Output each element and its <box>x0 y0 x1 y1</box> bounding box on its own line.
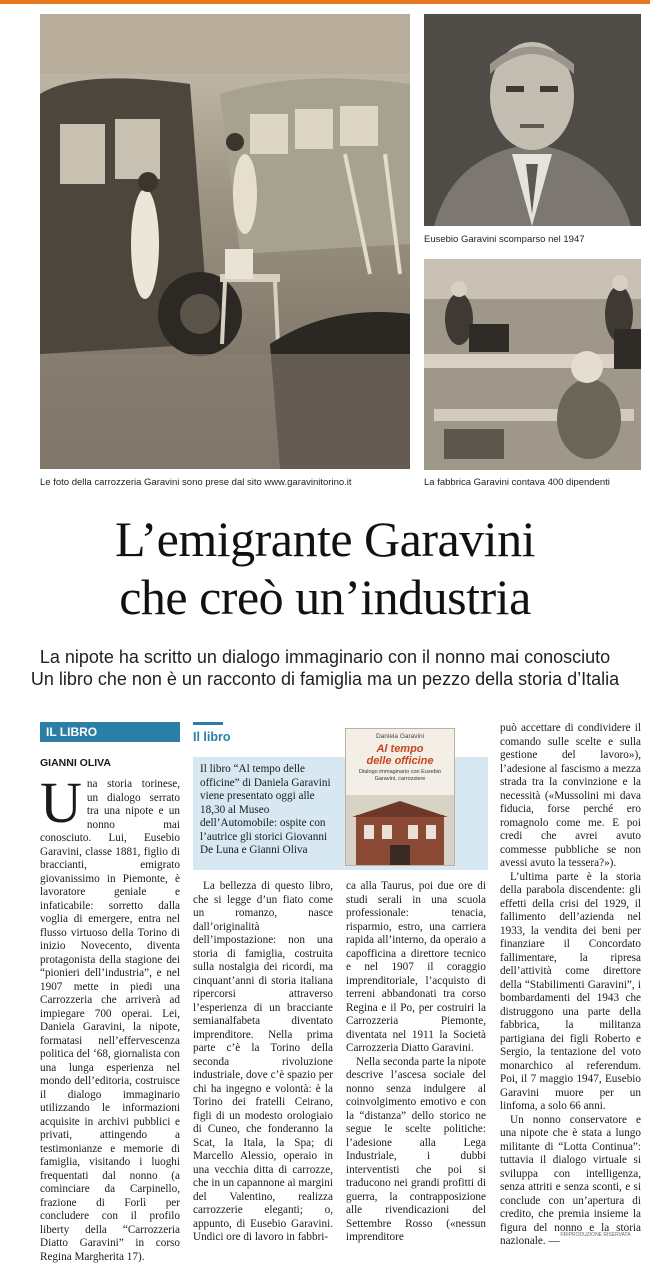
col4-paragraph-2: L’ultima parte è la storia della parabola discendente: gli effetti della crisi del 1929, il fallimento dell’azienda nel 1933, la vendita dei beni per finanziare il Concordato fallimentare, la ripresa dell’attività come direttore della “Stabilimenti Garavini”, i bombardamenti del 1943 che distruggono una parte della fabbrica, la militanza partigiana dei figli Roberto e Sergio, la tentazione del voto monarchico al referendum. Poi, il 7 maggio 1947, Eusebio Garavini muore per un linfoma, a solo 66 anni. <box>500 870 641 1112</box>
subheadline-line-2: Un libro che non è un racconto di famiglia ma un pezzo della storia d’Italia <box>30 669 620 689</box>
portrait-caption: Eusebio Garavini scomparso nel 1947 <box>424 234 585 245</box>
workshop-photo <box>40 14 410 469</box>
col3-paragraph-1: ca alla Taurus, poi due ore di studi serali in una scuola professionale: tenacia, risparmio, estro, una carriera rapida all’interno, da operaio a capofficina a direttore tecnico e nel 1907 il coraggio imprenditoriale, l’acquisto di terreni abbandonati tra corso Regina e il Po, per costruiri la Carrozzeria Piemonte, diventata nel 1911 la Società Carrozzeria Diatto Garavini. <box>346 880 486 1054</box>
portrait-photo <box>424 14 641 226</box>
dropcap-letter: U <box>40 770 82 835</box>
factory-caption: La fabbrica Garavini contava 400 dipendenti <box>424 477 610 488</box>
section-label: IL LIBRO <box>46 725 98 739</box>
book-cover-subtitle: Dialogo immaginario con Eusebio Garavini, carrozziere <box>359 769 441 782</box>
headline-line-1: L’emigrante Garavini <box>115 511 535 567</box>
book-info-text: Il libro “Al tempo delle officine” di Daniela Garavini viene presentato oggi alle 18,30 al Museo dell’Automobile: ospite con l’autrice gli storici Giovanni De Luna e Gianni Oliva <box>200 763 331 856</box>
book-cover-title-1: Al tempo <box>376 743 424 755</box>
book-cover-building-illustration <box>346 795 454 865</box>
box-label: Il libro <box>193 730 231 744</box>
book-cover <box>345 728 455 866</box>
main-photo-caption: Le foto della carrozzeria Garavini sono prese dal sito www.garavinitorino.it <box>40 477 352 488</box>
book-cover-title-2: delle officine <box>366 755 434 767</box>
workshop-photo-illustration <box>40 14 410 469</box>
col1-paragraph-1: na storia torinese, un dialogo serrato tra una nipote e un nonno mai conosciuto. Lui, Eusebio Garavini, classe 1881, figlio di braccianti, emigrato giovanissimo in Piemonte, è lavoratore geniale e infaticabile: sorretto dalla voglia di emergere, entra nel flusso virtuoso della Torino di inizio Novecento, diventa protagonista della stagione dei “pionieri dell’industria”, e nel 1907 mette in piedi una Carrozzeria che arriverà ad impiegare 700 operai. Lei, Daniela Garavini, la nipote, formatasi nell’effervescenza politica del ‘68, giornalista con una lunga esperienza nel mondo dell’editoria, costruisce il dialogo immaginario utilizzando le informazioni acquisite in archivi pubblici e privati, attingendo a testimonianze e memorie di famiglia, visitando i luoghi frequentati dal nonno (a cominciare da Carpinello, frazione di Forlì per concludere con il profilo liberty della “Carrozzeria Diatto Garavini” in corso Regina Margherita 17). <box>40 778 180 1263</box>
article-column-2 <box>193 880 333 1243</box>
col3-paragraph-2: Nella seconda parte la nipote descrive l’ascesa sociale del nonno senza indulgere al coinvolgimento emotivo e con la “distanza” dello storico ne segue le scelte politiche: l’adesione alla Lega Industriale, i dubbi interventisti che poi si traducono nei grandi profitti di guerra, la contrapposizione alle rivendicazioni del Settembre Rosso («nessun imprenditore <box>346 1055 486 1243</box>
portrait-illustration <box>424 14 641 226</box>
col4-paragraph-1: può accettare di condividere il comando sulle scelte e sulla gestione del lavoro»), l’adesione al fascismo a mezza strada tra la convinzione e la necessità («Mussolini mi dava fiducia, forse perché ero romagnolo come me. E poi credi che avrei avuto commesse pubbliche se non avessi avuto la tessera?»). <box>500 722 641 869</box>
col4-paragraph-3: Un nonno conservatore e una nipote che è stata a lungo militante di “Lotta Continua”: tuttavia il dialogo virtuale si sviluppa con intelligenza, senza attriti e senza sconti, e si conclude con un’apertura di credito, che premia insieme la figura del nonno e la storia nazionale. — <box>500 1113 641 1247</box>
subheadline-line-1: La nipote ha scritto un dialogo immaginario con il nonno mai conosciuto <box>39 647 611 667</box>
book-cover-author: Daniela Garavini <box>375 733 425 740</box>
top-accent-bar <box>0 0 650 4</box>
factory-photo <box>424 259 641 470</box>
author-byline: GIANNI OLIVA <box>40 757 111 769</box>
section-label-bar <box>40 722 180 742</box>
col2-paragraph-1: La bellezza di questo libro, che si legge d’un fiato come un romanzo, nasce dall’originalità dell’impostazione: non una storia di famiglia, costruita sulla nostalgia dei ricordi, ma cinquant’anni di storia italiana ripercorsi attraverso l’esperienza di un bracciante semianalfabeta diventato imprenditore. Nella prima parte c’è la Torino della seconda rivoluzione industriale, dove c’è spazio per chi ha ingegno e volontà: è la Torino dei fratelli Ceirano, figli di un modesto orologiaio di Cuneo, che fonderanno la Scat, la Itala, la Spa; di Marcello Alessio, operaio in una vecchia ditta di carrozze, che in un capannone ai margini del Valentino, realizza carrozzerie eleganti; o, appunto, di Eusebio Garavini. Undici ore di lavoro in fabbri- <box>193 880 333 1243</box>
rights-notice: ©RIPRODUZIONE RISERVATA <box>560 1232 631 1238</box>
factory-illustration <box>424 259 641 470</box>
box-label-rule <box>193 722 223 725</box>
article-column-1 <box>40 770 180 1263</box>
headline-line-2: che creò un’industria <box>119 569 531 625</box>
article-column-3 <box>346 880 486 1243</box>
